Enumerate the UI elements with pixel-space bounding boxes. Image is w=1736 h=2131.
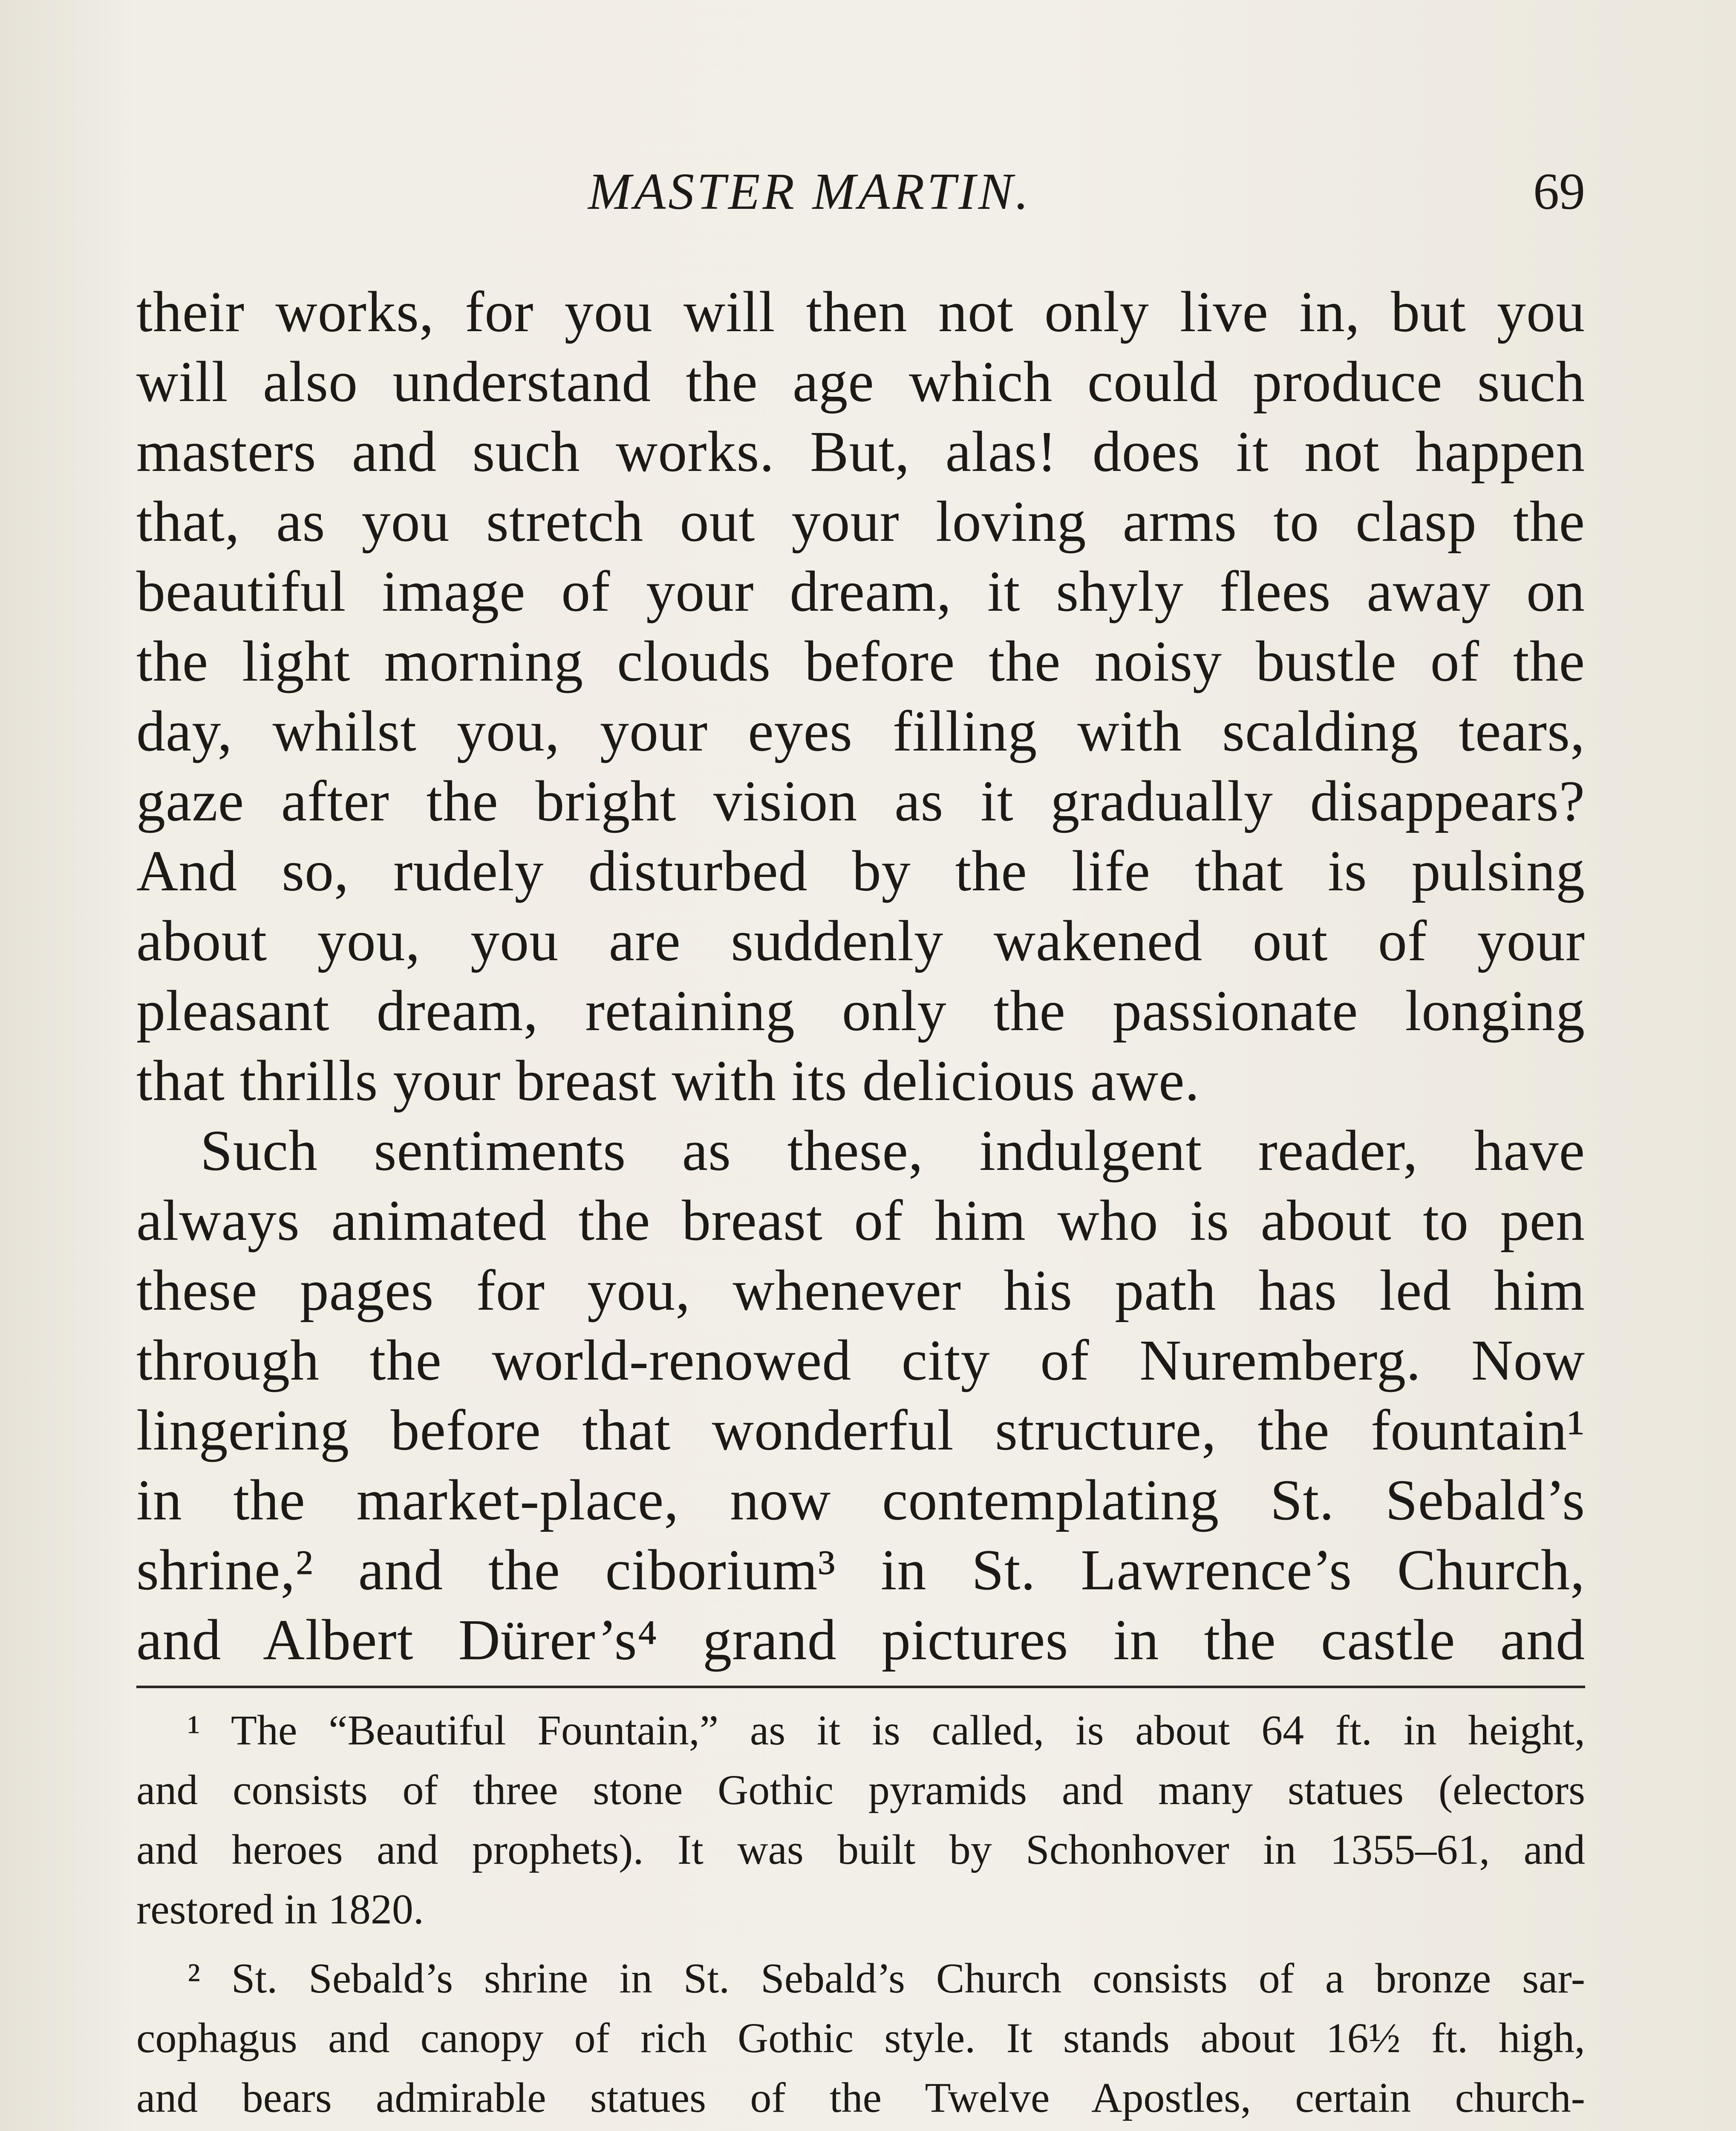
- body-line: and Albert Dürer’s⁴ grand pictures in the castle and: [136, 1608, 1585, 1672]
- footnote-2: [136, 1949, 1585, 2131]
- body-line: beautiful image of your dream, it shyly flees away on: [136, 560, 1585, 624]
- body-line: through the world-renowed city of Nuremberg. Now: [136, 1328, 1585, 1392]
- body-line: will also understand the age which could produce such: [136, 350, 1585, 414]
- body-line: gaze after the bright vision as it gradually disappears?: [136, 769, 1585, 833]
- footnote-line: ¹ The “Beautiful Fountain,” as it is called, is about 64 ft. in height,: [187, 1707, 1585, 1754]
- footnote-line: [136, 2128, 1585, 2131]
- footnote-line: and consists of three stone Gothic pyramids and many statues (electors: [136, 1766, 1585, 1813]
- body-line: that, as you stretch out your loving arms to clasp the: [136, 490, 1585, 554]
- body-line: pleasant dream, retaining only the passionate longing: [136, 979, 1585, 1043]
- body-text: [136, 277, 1585, 1675]
- body-line: these pages for you, whenever his path has led him: [136, 1259, 1585, 1322]
- body-line: lingering before that wonderful structure, the fountain¹: [136, 1398, 1585, 1462]
- footnotes: [136, 1701, 1585, 2131]
- body-line: about you, you are suddenly wakened out of your: [136, 909, 1585, 973]
- body-line: their works, for you will then not only live in, but you: [136, 280, 1585, 344]
- body-line: the light morning clouds before the noisy bustle of the: [136, 629, 1585, 693]
- footnote-line: restored in 1820.: [136, 1886, 424, 1933]
- page-number: 69: [1533, 163, 1585, 220]
- body-line: always animated the breast of him who is about to pen: [136, 1189, 1585, 1253]
- footnote-line: and heroes and prophets). It was built by Schonhover in 1355–61, and: [136, 1826, 1585, 1873]
- body-line: Such sentiments as these, indulgent reader, have: [200, 1119, 1585, 1183]
- footnote-line: and bears admirable statues of the Twelve Apostles, certain church-: [136, 2074, 1585, 2121]
- body-line: that thrills your breast with its delicious awe.: [136, 1049, 1200, 1113]
- body-line: masters and such works. But, alas! does it not happen: [136, 420, 1585, 484]
- body-line: And so, rudely disturbed by the life that is pulsing: [136, 839, 1585, 903]
- footnote-line: ² St. Sebald’s shrine in St. Sebald’s Church consists of a bronze sar-: [187, 1955, 1585, 2002]
- running-head: MASTER MARTIN.: [588, 163, 1031, 220]
- body-line: shrine,² and the ciborium³ in St. Lawrence’s Church,: [136, 1538, 1585, 1602]
- body-line: day, whilst you, your eyes filling with scalding tears,: [136, 699, 1585, 763]
- page-header: [136, 162, 1585, 222]
- body-line: in the market-place, now contemplating St. Sebald’s: [136, 1468, 1585, 1532]
- footnote-divider: [136, 1686, 1585, 1688]
- footnote-1: [136, 1701, 1585, 1939]
- footnote-line: cophagus and canopy of rich Gothic style. It stands about 16½ ft. high,: [136, 2014, 1585, 2062]
